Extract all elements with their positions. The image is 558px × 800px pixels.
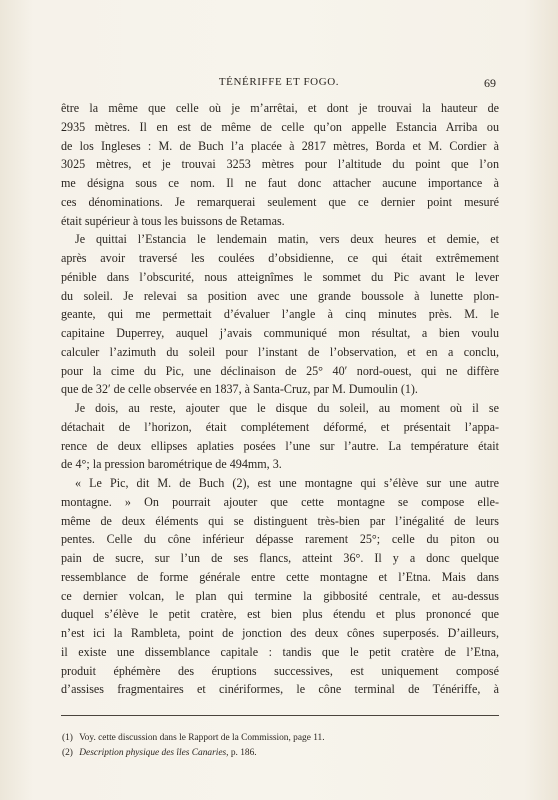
- text-line: 2935 mètres. Il en est de même de celle qu’on appelle Estancia Arriba ou: [61, 119, 499, 134]
- footnote-text: p. 186.: [230, 748, 257, 758]
- text-line: pentes. Celle du cône inférieur dépasse rarement 25°; celle du piton ou: [61, 532, 499, 547]
- text-line: calculer l’azimuth du soleil pour l’instant de l’observation, et en a conclu,: [61, 344, 499, 359]
- footnotes: [62, 731, 500, 761]
- footnote-number: (2): [62, 748, 73, 758]
- text-line: montagne. » On pourrait ajouter que cette montagne se compose elle-: [61, 494, 499, 509]
- text-line: de 4°; la pression barométrique de 494mm, 3.: [61, 457, 282, 472]
- text-line: Je quittai l’Estancia le lendemain matin, vers deux heures et demie, et: [75, 232, 499, 247]
- text-line: 3025 mètres, et je trouvai 3253 mètres pour l’altitude du point que l’on: [61, 157, 499, 172]
- footnote-1: [62, 731, 500, 746]
- text-line: était supérieur à tous les buissons de Retamas.: [61, 213, 285, 228]
- text-line: il existe une dissemblance capitale : tandis que le petit cratère de l’Etna,: [61, 644, 499, 659]
- text-line: produit éphémère des éruptions successives, est uniquement composé: [61, 663, 499, 678]
- text-line: rence de deux ellipses aplaties posées l’une sur l’autre. La température était: [61, 438, 499, 453]
- text-line: du soleil. Je relevai sa position avec une grande boussole à lunette plon-: [61, 288, 499, 303]
- text-line: pénible dans l’obscurité, nous atteignîmes le sommet du Pic avant le lever: [61, 269, 499, 284]
- footnote-2: [62, 746, 500, 761]
- footnote-text: Voy. cette discussion dans le Rapport de la Commission, page 11.: [79, 733, 325, 743]
- text-line: détachait de l’horizon, était complétement déformé, et présentait l’appa-: [61, 419, 499, 434]
- text-line: duquel s’élève le petit cratère, est bien plus étendu et plus prononcé que: [61, 607, 499, 622]
- text-line: capitaine Duperrey, auquel j’avais communiqué mon résultat, a bien voulu: [61, 326, 499, 340]
- page-header: [62, 76, 496, 94]
- page-number: 69: [484, 76, 496, 90]
- text-line: après avoir traversé les coulées d’obsidienne, ce qui était extrêmement: [61, 251, 499, 265]
- footnote-work-title: Description physique des îles Canaries,: [79, 748, 229, 758]
- running-head: TÉNÉRIFFE ET FOGO.: [218, 76, 340, 88]
- body-text: [61, 99, 499, 699]
- text-line: n’est ici la Rambleta, point de jonction des deux cônes superposés. D’ailleurs,: [61, 626, 499, 640]
- text-line: pain de sucre, sur l’un de ses flancs, atteint 36°. Il y a donc quelque: [61, 551, 499, 565]
- text-line: ce dernier volcan, le plan qui termine la gibbosité centrale, et au-dessus: [61, 588, 499, 603]
- text-line: Je dois, au reste, ajouter que le disque du soleil, au moment où il se: [75, 401, 499, 415]
- text-line: même de deux éléments qui se distinguent très-bien par l’inégalité de leurs: [61, 513, 499, 528]
- footnote-number: (1): [62, 733, 73, 743]
- text-line: geante, qui me permettait d’évaluer l’angle à cinq minutes près. M. le: [61, 307, 499, 322]
- text-line: ces dénominations. Je remarquerai seulement que ce dernier point mesuré: [61, 194, 499, 209]
- text-line: « Le Pic, dit M. de Buch (2), est une montagne qui s’élève sur une autre: [75, 476, 499, 490]
- footnote-divider: [61, 715, 499, 716]
- text-line: d’assises fragmentaires et cinériformes, le cône terminal de Ténériffe, à: [61, 682, 499, 697]
- text-line: être la même que celle où je m’arrêtai, et dont je trouvai la hauteur de: [61, 101, 499, 115]
- text-line: me désigna sous ce nom. Il ne faut donc attacher aucune importance à: [61, 176, 499, 190]
- text-line: pour la cime du Pic, une déclinaison de 25° 40′ nord-ouest, qui ne diffère: [61, 363, 499, 378]
- text-line: de los Ingleses : M. de Buch l’a placée à 2817 mètres, Borda et M. Cordier à: [61, 138, 499, 153]
- text-line: ressemblance de forme générale entre cette montagne et l’Etna. Mais dans: [61, 569, 499, 584]
- text-line: que de 32′ de celle observée en 1837, à Santa-Cruz, par M. Dumoulin (1).: [61, 382, 418, 397]
